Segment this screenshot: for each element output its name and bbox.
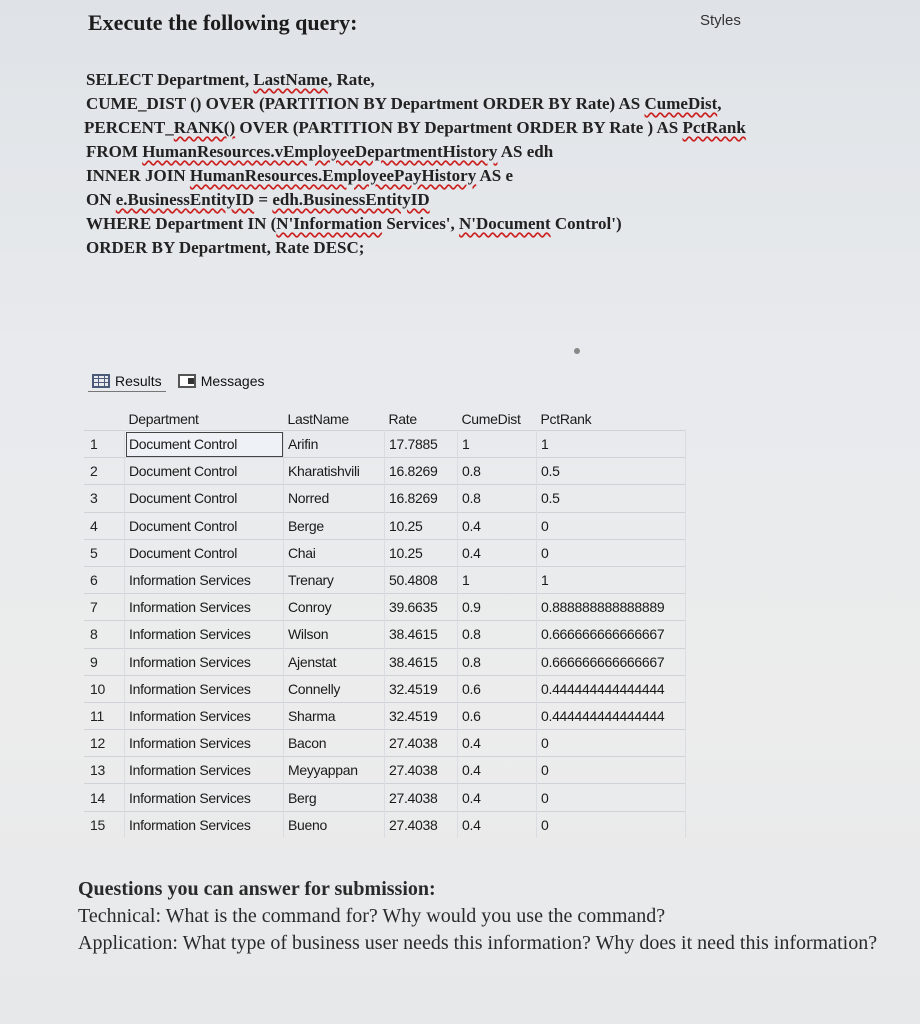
- cell-rate[interactable]: 27.4038: [385, 784, 458, 811]
- query-text: , Rate,: [327, 70, 375, 89]
- table-row[interactable]: [84, 621, 686, 648]
- tab-messages-label: Messages: [200, 373, 265, 389]
- query-text: AS edh: [497, 142, 554, 161]
- cell-pctrank[interactable]: 0.444444444444444: [537, 675, 686, 702]
- row-number[interactable]: 8: [84, 621, 125, 648]
- cell-department[interactable]: Information Services: [125, 730, 284, 757]
- cell-lastname[interactable]: Norred: [284, 485, 385, 512]
- query-text: =: [254, 190, 273, 209]
- cell-cumedist[interactable]: 0.8: [458, 485, 537, 512]
- cell-department[interactable]: Information Services: [125, 757, 284, 784]
- page-heading: Execute the following query:: [88, 10, 358, 35]
- cell-cumedist[interactable]: 0.6: [458, 702, 537, 729]
- cell-lastname[interactable]: Bacon: [284, 730, 385, 757]
- cell-rate[interactable]: 16.8269: [385, 485, 458, 512]
- cell-department[interactable]: Document Control: [125, 431, 284, 458]
- sql-query: [86, 68, 886, 260]
- spellcheck-word: HumanResources.EmployeePayHistory: [189, 166, 477, 185]
- cell-lastname[interactable]: Connelly: [284, 675, 385, 702]
- cell-cumedist[interactable]: 1: [458, 431, 537, 458]
- cell-pctrank[interactable]: 0.5: [537, 485, 686, 512]
- cell-pctrank[interactable]: 0: [537, 539, 686, 566]
- cell-cumedist[interactable]: 0.6: [458, 675, 537, 702]
- cell-department[interactable]: Information Services: [125, 702, 284, 729]
- cell-lastname[interactable]: Meyyappan: [284, 757, 385, 784]
- table-row[interactable]: [84, 757, 686, 784]
- table-row[interactable]: [84, 811, 686, 838]
- column-header-cumedist[interactable]: CumeDist: [461, 411, 521, 427]
- query-line-7: [86, 212, 886, 236]
- query-text: PERCENT_: [84, 118, 174, 137]
- cell-department[interactable]: Information Services: [125, 621, 284, 648]
- cell-lastname[interactable]: Sharma: [284, 702, 385, 729]
- query-text: ,: [717, 94, 722, 113]
- cell-rate[interactable]: 39.6635: [385, 594, 458, 621]
- cell-pctrank[interactable]: 0.666666666666667: [537, 648, 686, 675]
- cell-pctrank[interactable]: 1: [537, 431, 686, 458]
- cell-pctrank[interactable]: 0: [537, 811, 686, 838]
- cell-cumedist[interactable]: 0.8: [458, 621, 537, 648]
- row-number[interactable]: 1: [84, 431, 125, 458]
- results-panel: [84, 368, 704, 838]
- query-line-2: [86, 92, 886, 116]
- questions-title: Questions you can answer for submission:: [78, 878, 436, 900]
- cell-rate[interactable]: 38.4615: [385, 648, 458, 675]
- cell-cumedist[interactable]: 0.4: [458, 730, 537, 757]
- row-number[interactable]: 7: [84, 594, 125, 621]
- question-application: Application: What type of business user needs this information? Why does it need this information?: [78, 932, 878, 954]
- tab-results-label: Results: [115, 372, 162, 389]
- row-number[interactable]: 15: [84, 811, 125, 838]
- spellcheck-word: PctRank: [682, 118, 746, 137]
- query-text: OVER (PARTITION BY Department ORDER BY Rate ) AS: [235, 118, 683, 137]
- cell-lastname[interactable]: Trenary: [284, 566, 385, 593]
- query-text: AS e: [476, 166, 514, 185]
- row-number[interactable]: 2: [84, 458, 125, 485]
- query-text: WHERE Department IN (: [86, 214, 277, 233]
- cell-cumedist[interactable]: 0.4: [458, 784, 537, 811]
- cell-pctrank[interactable]: 0: [537, 512, 686, 539]
- cell-lastname[interactable]: Chai: [284, 539, 385, 566]
- cell-department[interactable]: Information Services: [125, 594, 284, 621]
- cell-pctrank[interactable]: 0: [537, 784, 686, 811]
- cell-department[interactable]: Document Control: [125, 458, 284, 485]
- row-number[interactable]: 14: [84, 784, 125, 811]
- spellcheck-word: edh.BusinessEntityID: [272, 190, 430, 209]
- spellcheck-word: LastName: [253, 70, 328, 89]
- cell-department[interactable]: Document Control: [125, 512, 284, 539]
- cell-lastname[interactable]: Ajenstat: [284, 648, 385, 675]
- cell-lastname[interactable]: Kharatishvili: [284, 458, 385, 485]
- cell-rate[interactable]: 16.8269: [385, 458, 458, 485]
- cell-cumedist[interactable]: 0.8: [458, 648, 537, 675]
- cell-pctrank[interactable]: 0.444444444444444: [537, 702, 686, 729]
- cell-rate[interactable]: 32.4519: [385, 702, 458, 729]
- spellcheck-word: N'Information: [276, 214, 383, 233]
- column-header-rate[interactable]: Rate: [388, 411, 417, 427]
- table-row[interactable]: [84, 485, 686, 512]
- cell-rate[interactable]: 50.4808: [385, 566, 458, 593]
- query-text: INNER JOIN: [86, 166, 190, 185]
- table-row[interactable]: [84, 702, 686, 729]
- messages-icon: [178, 374, 196, 388]
- cell-rate[interactable]: 10.25: [385, 512, 458, 539]
- table-row[interactable]: [84, 566, 686, 593]
- table-row[interactable]: [84, 784, 686, 811]
- table-row[interactable]: [84, 648, 686, 675]
- query-text: FROM: [86, 142, 143, 161]
- spellcheck-word: CumeDist: [644, 94, 718, 113]
- query-text: CUME_DIST () OVER (PARTITION BY Department ORDER BY Rate) AS: [86, 94, 645, 113]
- column-header-lastname[interactable]: LastName: [287, 411, 349, 427]
- cell-rate[interactable]: 38.4615: [385, 621, 458, 648]
- cell-department[interactable]: Document Control: [125, 539, 284, 566]
- cell-rate[interactable]: 27.4038: [385, 730, 458, 757]
- column-header-department[interactable]: Department: [128, 411, 199, 427]
- query-text: ON: [86, 190, 116, 209]
- styles-link[interactable]: Styles: [700, 12, 741, 29]
- cell-cumedist[interactable]: 1: [458, 566, 537, 593]
- results-grid: [84, 408, 686, 838]
- cell-rate[interactable]: 27.4038: [385, 811, 458, 838]
- grid-corner[interactable]: [84, 408, 125, 431]
- query-text: Services',: [382, 214, 460, 233]
- cell-department[interactable]: Information Services: [125, 566, 284, 593]
- tab-messages[interactable]: [174, 371, 269, 391]
- question-technical: Technical: What is the command for? Why would you use the command?: [78, 905, 666, 927]
- query-line-6: [86, 188, 886, 212]
- row-number[interactable]: 13: [84, 757, 125, 784]
- questions-section: [78, 876, 908, 957]
- cell-lastname[interactable]: Conroy: [284, 594, 385, 621]
- cell-rate[interactable]: 27.4038: [385, 757, 458, 784]
- spellcheck-word: e.BusinessEntityID: [115, 190, 255, 209]
- spellcheck-word: HumanResources.vEmployeeDepartmentHistory: [142, 142, 498, 161]
- row-number[interactable]: 3: [84, 485, 125, 512]
- row-number[interactable]: 12: [84, 730, 125, 757]
- query-line-4: [86, 140, 886, 164]
- cell-pctrank[interactable]: 0: [537, 757, 686, 784]
- results-tabs: [84, 368, 704, 394]
- row-number[interactable]: 4: [84, 512, 125, 539]
- cell-pctrank[interactable]: 0.666666666666667: [537, 621, 686, 648]
- row-number[interactable]: 9: [84, 648, 125, 675]
- cell-pctrank[interactable]: 0.5: [537, 458, 686, 485]
- cell-lastname[interactable]: Arifin: [284, 431, 385, 458]
- cell-department[interactable]: Information Services: [125, 648, 284, 675]
- cell-rate[interactable]: 17.7885: [385, 431, 458, 458]
- cell-department[interactable]: Document Control: [125, 485, 284, 512]
- table-row[interactable]: [84, 512, 686, 539]
- query-text: SELECT Department,: [86, 70, 254, 89]
- table-row[interactable]: [84, 431, 686, 458]
- query-line-3: [84, 116, 886, 140]
- cursor-dot: [574, 348, 580, 354]
- table-row[interactable]: [84, 675, 686, 702]
- row-number[interactable]: 10: [84, 675, 125, 702]
- grid-header-row: [84, 408, 686, 431]
- cell-lastname[interactable]: Berg: [284, 784, 385, 811]
- table-row[interactable]: [84, 594, 686, 621]
- cell-cumedist[interactable]: 0.4: [458, 539, 537, 566]
- table-row[interactable]: [84, 458, 686, 485]
- spellcheck-word: RANK(): [173, 118, 236, 137]
- cell-cumedist[interactable]: 0.4: [458, 757, 537, 784]
- query-line-1: [86, 68, 886, 92]
- cell-lastname[interactable]: Bueno: [284, 811, 385, 838]
- tab-results[interactable]: [88, 371, 166, 392]
- row-number[interactable]: 5: [84, 539, 125, 566]
- table-row[interactable]: [84, 539, 686, 566]
- cell-cumedist[interactable]: 0.4: [458, 512, 537, 539]
- cell-cumedist[interactable]: 0.8: [458, 458, 537, 485]
- row-number[interactable]: 11: [84, 702, 125, 729]
- grid-icon: [92, 374, 110, 388]
- query-text: Control'): [550, 214, 622, 233]
- cell-lastname[interactable]: Berge: [284, 512, 385, 539]
- cell-department[interactable]: Information Services: [125, 811, 284, 838]
- cell-pctrank[interactable]: 1: [537, 566, 686, 593]
- grid-body: [84, 431, 686, 838]
- query-line-8: ORDER BY Department, Rate DESC;: [86, 238, 365, 257]
- cell-lastname[interactable]: Wilson: [284, 621, 385, 648]
- column-header-pctrank[interactable]: PctRank: [540, 411, 592, 427]
- cell-department[interactable]: Information Services: [125, 784, 284, 811]
- cell-pctrank[interactable]: 0: [537, 730, 686, 757]
- cell-rate[interactable]: 32.4519: [385, 675, 458, 702]
- cell-rate[interactable]: 10.25: [385, 539, 458, 566]
- cell-cumedist[interactable]: 0.9: [458, 594, 537, 621]
- cell-department[interactable]: Information Services: [125, 675, 284, 702]
- query-line-5: [86, 164, 886, 188]
- row-number[interactable]: 6: [84, 566, 125, 593]
- cell-cumedist[interactable]: 0.4: [458, 811, 537, 838]
- cell-pctrank[interactable]: 0.888888888888889: [537, 594, 686, 621]
- spellcheck-word: N'Document: [459, 214, 551, 233]
- table-row[interactable]: [84, 730, 686, 757]
